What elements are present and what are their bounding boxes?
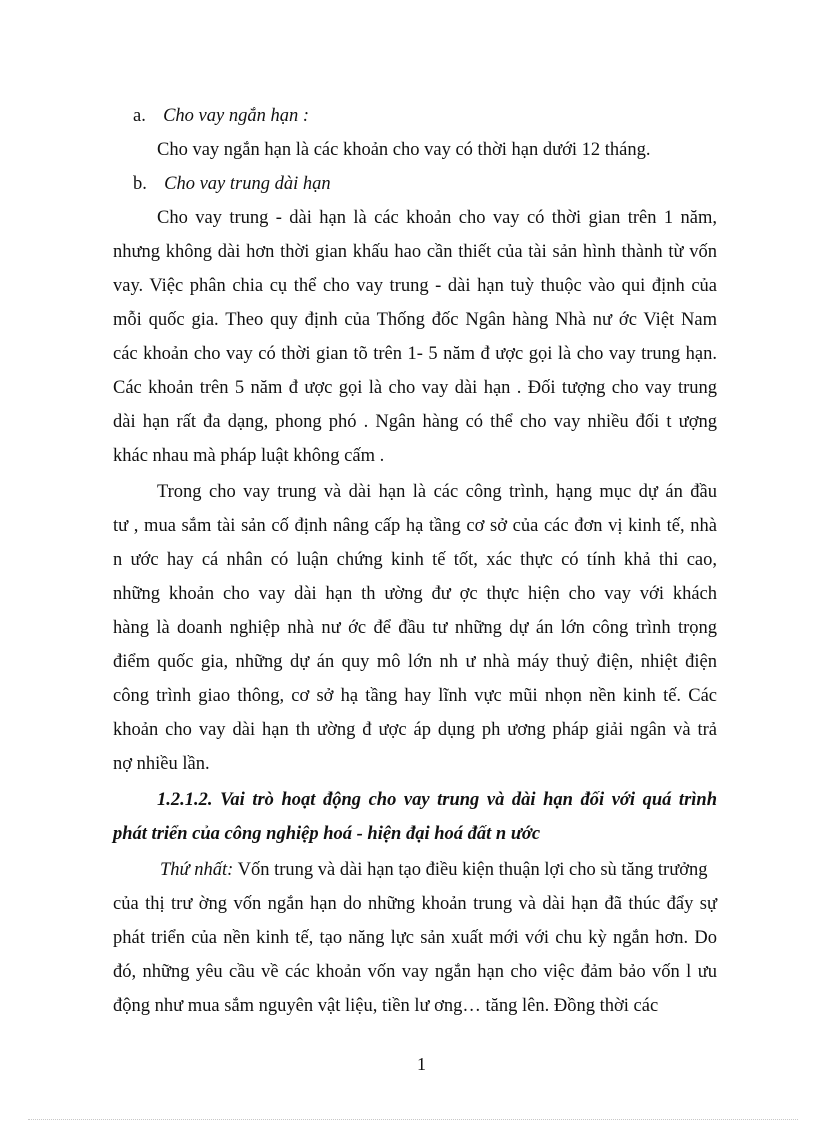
list-item-title: Cho vay trung dài hạn	[164, 174, 331, 194]
text-line: nợ nhiều lần.	[113, 754, 210, 774]
list-item-b	[133, 172, 331, 196]
text-line: n ước hay cá nhân có luận chứng kinh tế tốt, xác thực có tính khả thi cao,	[113, 550, 717, 570]
text-line: mỗi quốc gia. Theo quy định của Thống đốc Ngân hàng Nhà nư ớc Việt Nam	[113, 310, 717, 330]
text-line	[160, 858, 717, 882]
page-border-dotted	[28, 1119, 798, 1120]
text-line: các khoản cho vay có thời gian tõ trên 1- 5 năm đ ược gọi là cho vay trung hạn.	[113, 344, 717, 364]
text-line: phát triển của nền kinh tế, tạo năng lực sản xuất mới với chu kỳ ngắn hơn. Do	[113, 928, 717, 948]
section-heading: phát triển của công nghiệp hoá - hiện đại hoá đất n ước	[113, 824, 541, 844]
text-line: Cho vay ngắn hạn là các khoản cho vay có thời hạn dưới 12 tháng.	[157, 140, 651, 160]
text-line: nhưng không dài hơn thời gian khấu hao cần thiết của tài sản hình thành từ vốn	[113, 242, 717, 262]
list-item-title: Cho vay ngắn hạn :	[163, 106, 310, 126]
text-line: dài hạn rất đa dạng, phong phó . Ngân hàng có thể cho vay nhiều đối t ượng	[113, 412, 717, 432]
list-item-a	[133, 104, 309, 128]
text-line: Trong cho vay trung và dài hạn là các công trình, hạng mục dự án đầu	[157, 482, 717, 502]
text-line: Cho vay trung - dài hạn là các khoản cho vay có thời gian trên 1 năm,	[157, 208, 717, 228]
text-line: vay. Việc phân chia cụ thể cho vay trung - dài hạn tuỳ thuộc vào qui định của	[113, 276, 717, 296]
text-line: tư , mua sắm tài sản cố định nâng cấp hạ tầng cơ sở của các đơn vị kinh tế, nhà	[113, 516, 717, 536]
text-line: khoản cho vay dài hạn th ường đ ược áp dụng ph ương pháp giải ngân và trả	[113, 720, 717, 740]
text-line: của thị trư ờng vốn ngắn hạn do những khoản trung và dài hạn đã thúc đẩy sự	[113, 894, 717, 914]
text-line: điểm quốc gia, những dự án quy mô lớn nh ư nhà máy thuỷ điện, nhiệt điện	[113, 652, 717, 672]
page-number: 1	[417, 1054, 426, 1074]
text-line: đó, những yêu cầu về các khoản vốn vay ngắn hạn cho việc đảm bảo vốn l ưu	[113, 962, 717, 982]
text-line: hàng là doanh nghiệp nhà nư ớc để đầu tư những dự án lớn công trình trọng	[113, 618, 717, 638]
text-span: Vốn trung và dài hạn tạo điều kiện thuận lợi cho sù tăng trưởng	[233, 860, 708, 880]
text-line: khác nhau mà pháp luật không cấm .	[113, 446, 385, 466]
text-line: động như mua sắm nguyên vật liệu, tiền lư ơng… tăng lên. Đồng thời các	[113, 996, 659, 1016]
list-marker: a.	[133, 106, 146, 126]
text-line: công trình giao thông, cơ sở hạ tầng hay lĩnh vực mũi nhọn nền kinh tế. Các	[113, 686, 717, 706]
lead-term: Thứ nhất:	[160, 860, 234, 880]
list-marker: b.	[133, 174, 147, 194]
section-heading: 1.2.1.2. Vai trò hoạt động cho vay trung và dài hạn đối với quá trình	[157, 790, 717, 810]
text-line: những khoản cho vay dài hạn th ường đư ợc thực hiện cho vay với khách	[113, 584, 717, 604]
text-line: Các khoản trên 5 năm đ ược gọi là cho vay dài hạn . Đối tượng cho vay trung	[113, 378, 717, 398]
